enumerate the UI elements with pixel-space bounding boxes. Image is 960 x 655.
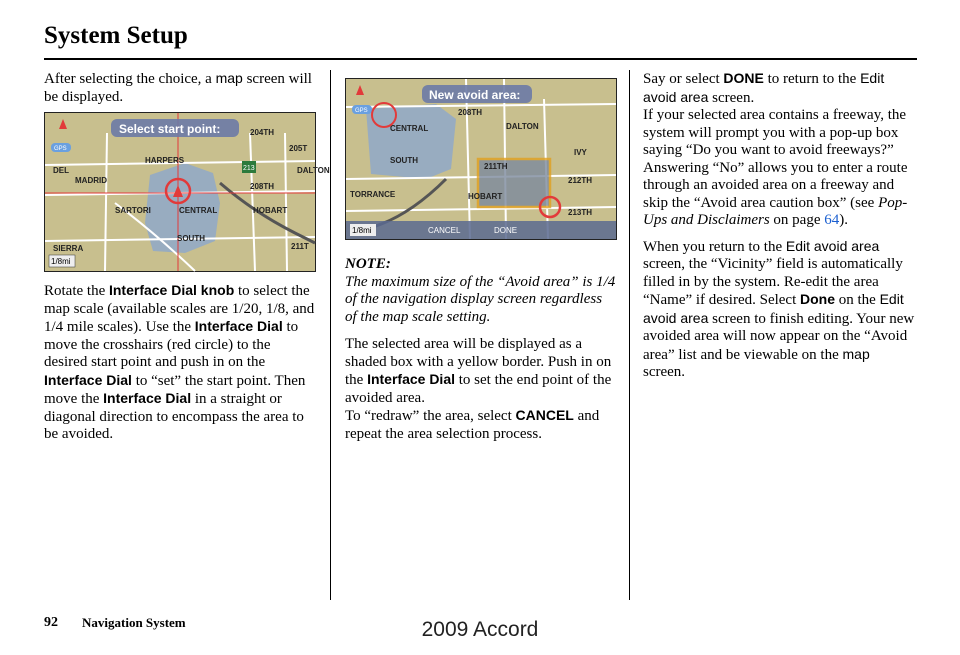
svg-text:IVY: IVY xyxy=(574,148,587,157)
street-label: SIERRA xyxy=(53,244,84,253)
svg-text:212TH: 212TH xyxy=(568,176,593,185)
watermark: 2009 Accord xyxy=(421,618,539,641)
col3-paragraph-3: When you return to the Edit avoid area screen, the “Vicinity” field is automatically filled in by the system. Re-edit the area “Name” if desired. Select Done on the Edit avoid area screen to finish editing. Your new avoided area will now appear on the “Avoid area” list and be viewable on the map screen. xyxy=(643,237,915,380)
street-label: DALTON xyxy=(297,166,330,175)
svg-text:213: 213 xyxy=(243,165,255,172)
street-label: 205T xyxy=(289,144,308,153)
street-label: 204TH xyxy=(250,128,275,137)
street-label: 211T xyxy=(291,242,309,251)
map-scale: 1/8mi xyxy=(352,226,372,235)
col3-paragraph-2: If your selected area contains a freeway, the system will prompt you with a pop-up box saying “Do you want to avoid freeways?” Answering “No” allows you to enter a route through an avoided area on a freeway and skip the “Avoid area caution box” (see Pop-Ups and Disclaimers on page 64). xyxy=(643,107,908,228)
street-label: CENTRAL xyxy=(179,206,218,215)
street-label: SOUTH xyxy=(177,234,205,243)
page-number: 92 xyxy=(44,615,58,630)
street-label: SARTORI xyxy=(115,206,151,215)
svg-text:213TH: 213TH xyxy=(568,208,593,217)
street-label: DEL xyxy=(53,166,69,175)
street-label: MADRID xyxy=(75,176,107,185)
cancel-button[interactable]: CANCEL xyxy=(428,226,461,235)
column-1 xyxy=(44,70,330,444)
note-label: NOTE: xyxy=(345,256,391,272)
col1-paragraph-2: Rotate the Interface Dial knob to select the map scale (available scales are 1/20, 1/8, and 1/4 mile scales). Use the Interface Dial to move the crosshairs (red circle) to the desired start point and push in on the Interface Dial to “set” the start point. Then move the Interface Dial in a straight or diagonal direction to encompass the area to be avoided. xyxy=(44,282,315,442)
svg-text:208TH: 208TH xyxy=(458,108,483,117)
page-title: System Setup xyxy=(44,22,188,49)
title-rule xyxy=(44,58,917,60)
column-3 xyxy=(643,70,915,382)
street-label: 208TH xyxy=(250,182,275,191)
page-link[interactable]: 64 xyxy=(824,212,840,228)
svg-text:TORRANCE: TORRANCE xyxy=(350,190,396,199)
map-term: map xyxy=(215,70,243,86)
col3-paragraph-1: Say or select DONE to return to the Edit avoid area screen. xyxy=(643,70,885,106)
svg-text:211TH: 211TH xyxy=(484,162,508,171)
column-divider-1 xyxy=(330,70,331,600)
col2-paragraph-1: The selected area will be displayed as a shaded box with a yellow border. Push in on the Interface Dial to set the end point of the avoided area. xyxy=(345,336,612,406)
street-label: HARPERS xyxy=(145,156,185,165)
svg-text:GPS: GPS xyxy=(355,108,368,114)
svg-text:DALTON: DALTON xyxy=(506,122,539,131)
note-text: The maximum size of the “Avoid area” is 1/4 of the navigation display screen regardless of the map scale setting. xyxy=(345,273,616,325)
street-label: HOBART xyxy=(253,206,288,215)
done-button[interactable]: DONE xyxy=(494,226,518,235)
map2-banner: New avoid area: xyxy=(429,88,521,102)
svg-text:GPS: GPS xyxy=(54,146,67,152)
map1-banner: Select start point: xyxy=(119,122,221,136)
svg-text:SOUTH: SOUTH xyxy=(390,156,418,165)
map-scale: 1/8mi xyxy=(51,257,71,266)
select-start-point-map xyxy=(44,112,330,272)
column-2 xyxy=(345,70,617,443)
column-divider-2 xyxy=(629,70,630,600)
svg-text:CENTRAL: CENTRAL xyxy=(390,124,429,133)
col1-paragraph-1: After selecting the choice, a map screen will be displayed. xyxy=(44,70,312,105)
new-avoid-area-map xyxy=(345,78,617,240)
svg-text:HOBART: HOBART xyxy=(468,192,503,201)
col2-paragraph-2: To “redraw” the area, select CANCEL and repeat the area selection process. xyxy=(345,407,600,442)
footer-system-name: Navigation System xyxy=(82,615,186,630)
